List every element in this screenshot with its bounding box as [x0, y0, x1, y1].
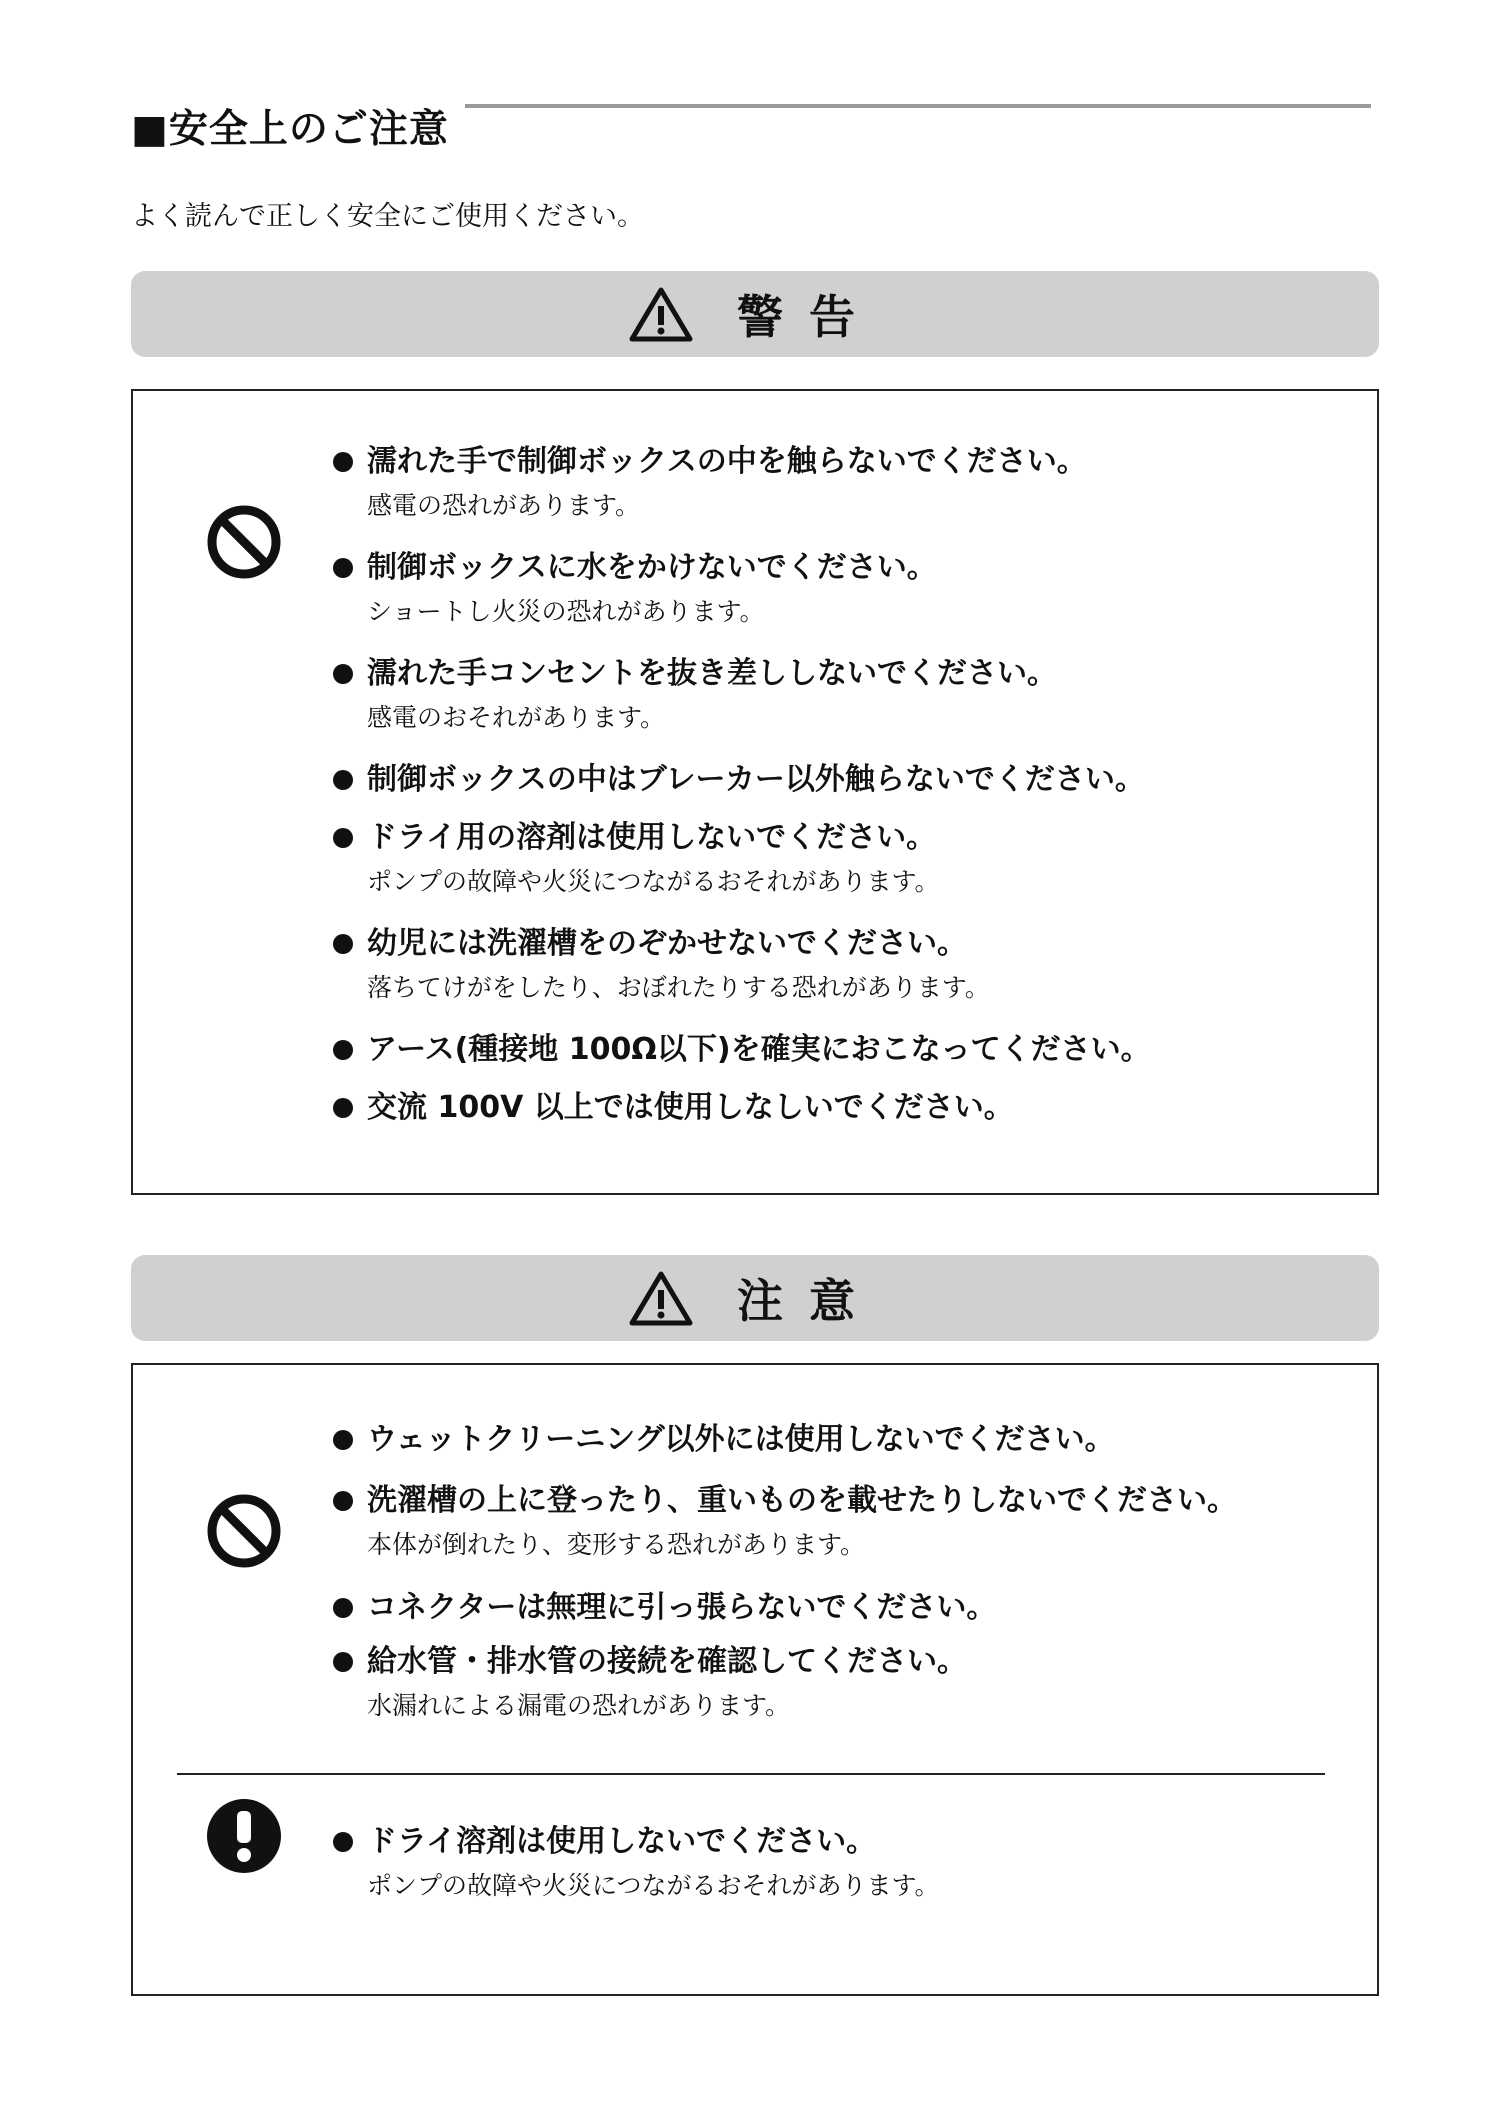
warning-item-sub: ショートし火災の恐れがあります。 — [367, 597, 765, 626]
caution-title: 注意 — [737, 1274, 881, 1328]
warning-triangle-icon — [629, 286, 693, 342]
bullet — [333, 1491, 353, 1511]
mandatory-item-main: ドライ溶剤は使用しないでください。 — [367, 1824, 877, 1859]
caution-banner — [131, 1255, 1379, 1341]
bullet — [333, 1598, 353, 1618]
bullet — [333, 452, 353, 472]
warning-item-main: 濡れた手コンセントを抜き差ししないでください。 — [367, 656, 1057, 691]
warning-item-sub: ポンプの故障や火災につながるおそれがあります。 — [367, 867, 940, 896]
warning-panel — [131, 389, 1379, 1195]
warning-item-sub: 落ちてけがをしたり、おぼれたりする恐れがあります。 — [367, 973, 990, 1002]
warning-item — [333, 925, 990, 1005]
intro-text: よく読んで正しく安全にご使用ください。 — [131, 201, 644, 232]
bullet — [333, 770, 353, 790]
bullet — [333, 1098, 353, 1118]
mandatory-item — [333, 1823, 940, 1903]
warning-item-main: 制御ボックスの中はブレーカー以外触らないでください。 — [367, 762, 1145, 797]
bullet — [333, 1430, 353, 1450]
warning-banner — [131, 271, 1379, 357]
warning-item — [333, 549, 937, 629]
warning-item-main: 交流 100V 以上では使用しなしいでください。 — [367, 1090, 1014, 1125]
caution-item-main: ウェットクリーニング以外には使用しないでください。 — [367, 1422, 1115, 1457]
warning-item-main: アース(種接地 100Ω以下)を確実におこなってください。 — [367, 1032, 1151, 1067]
prohibition-icon — [205, 503, 283, 581]
warning-item — [333, 761, 1145, 799]
warning-title: 警告 — [737, 290, 881, 344]
caution-divider — [177, 1773, 1325, 1775]
heading-rule — [465, 104, 1371, 108]
warning-item-sub: 感電のおそれがあります。 — [367, 703, 666, 732]
caution-item-main: コネクターは無理に引っ張らないでください。 — [367, 1590, 997, 1625]
warning-item — [333, 655, 1057, 735]
warning-triangle-icon — [629, 1270, 693, 1326]
warning-item-main: 幼児には洗濯槽をのぞかせないでください。 — [367, 926, 967, 961]
page-heading: ■安全上のご注意 — [131, 107, 449, 152]
caution-item — [333, 1482, 1237, 1562]
caution-item — [333, 1589, 996, 1627]
warning-item-main: ドライ用の溶剤は使用しないでください。 — [367, 820, 937, 855]
bullet — [333, 1040, 353, 1060]
bullet — [333, 828, 353, 848]
warning-item — [333, 1031, 1151, 1069]
mandatory-item-sub: ポンプの故障や火災につながるおそれがあります。 — [367, 1871, 940, 1900]
warning-item — [333, 1089, 1014, 1127]
bullet — [333, 558, 353, 578]
warning-item-sub: 感電の恐れがあります。 — [367, 491, 641, 520]
warning-item-main: 濡れた手で制御ボックスの中を触らないでください。 — [367, 444, 1087, 479]
caution-panel — [131, 1363, 1379, 1996]
bullet — [333, 934, 353, 954]
bullet — [333, 664, 353, 684]
bullet — [333, 1832, 353, 1852]
bullet — [333, 1652, 353, 1672]
caution-item-sub: 水漏れによる漏電の恐れがあります。 — [367, 1691, 791, 1720]
warning-item — [333, 443, 1087, 523]
prohibition-icon — [205, 1492, 283, 1570]
warning-item-main: 制御ボックスに水をかけないでください。 — [367, 550, 937, 585]
caution-item — [333, 1643, 967, 1723]
caution-item — [333, 1421, 1115, 1459]
caution-item-main: 給水管・排水管の接続を確認してください。 — [367, 1644, 967, 1679]
caution-item-sub: 本体が倒れたり、変形する恐れがあります。 — [367, 1530, 866, 1559]
caution-item-main: 洗濯槽の上に登ったり、重いものを載せたりしないでください。 — [367, 1483, 1237, 1518]
exclamation-icon — [205, 1797, 283, 1875]
warning-item — [333, 819, 940, 899]
